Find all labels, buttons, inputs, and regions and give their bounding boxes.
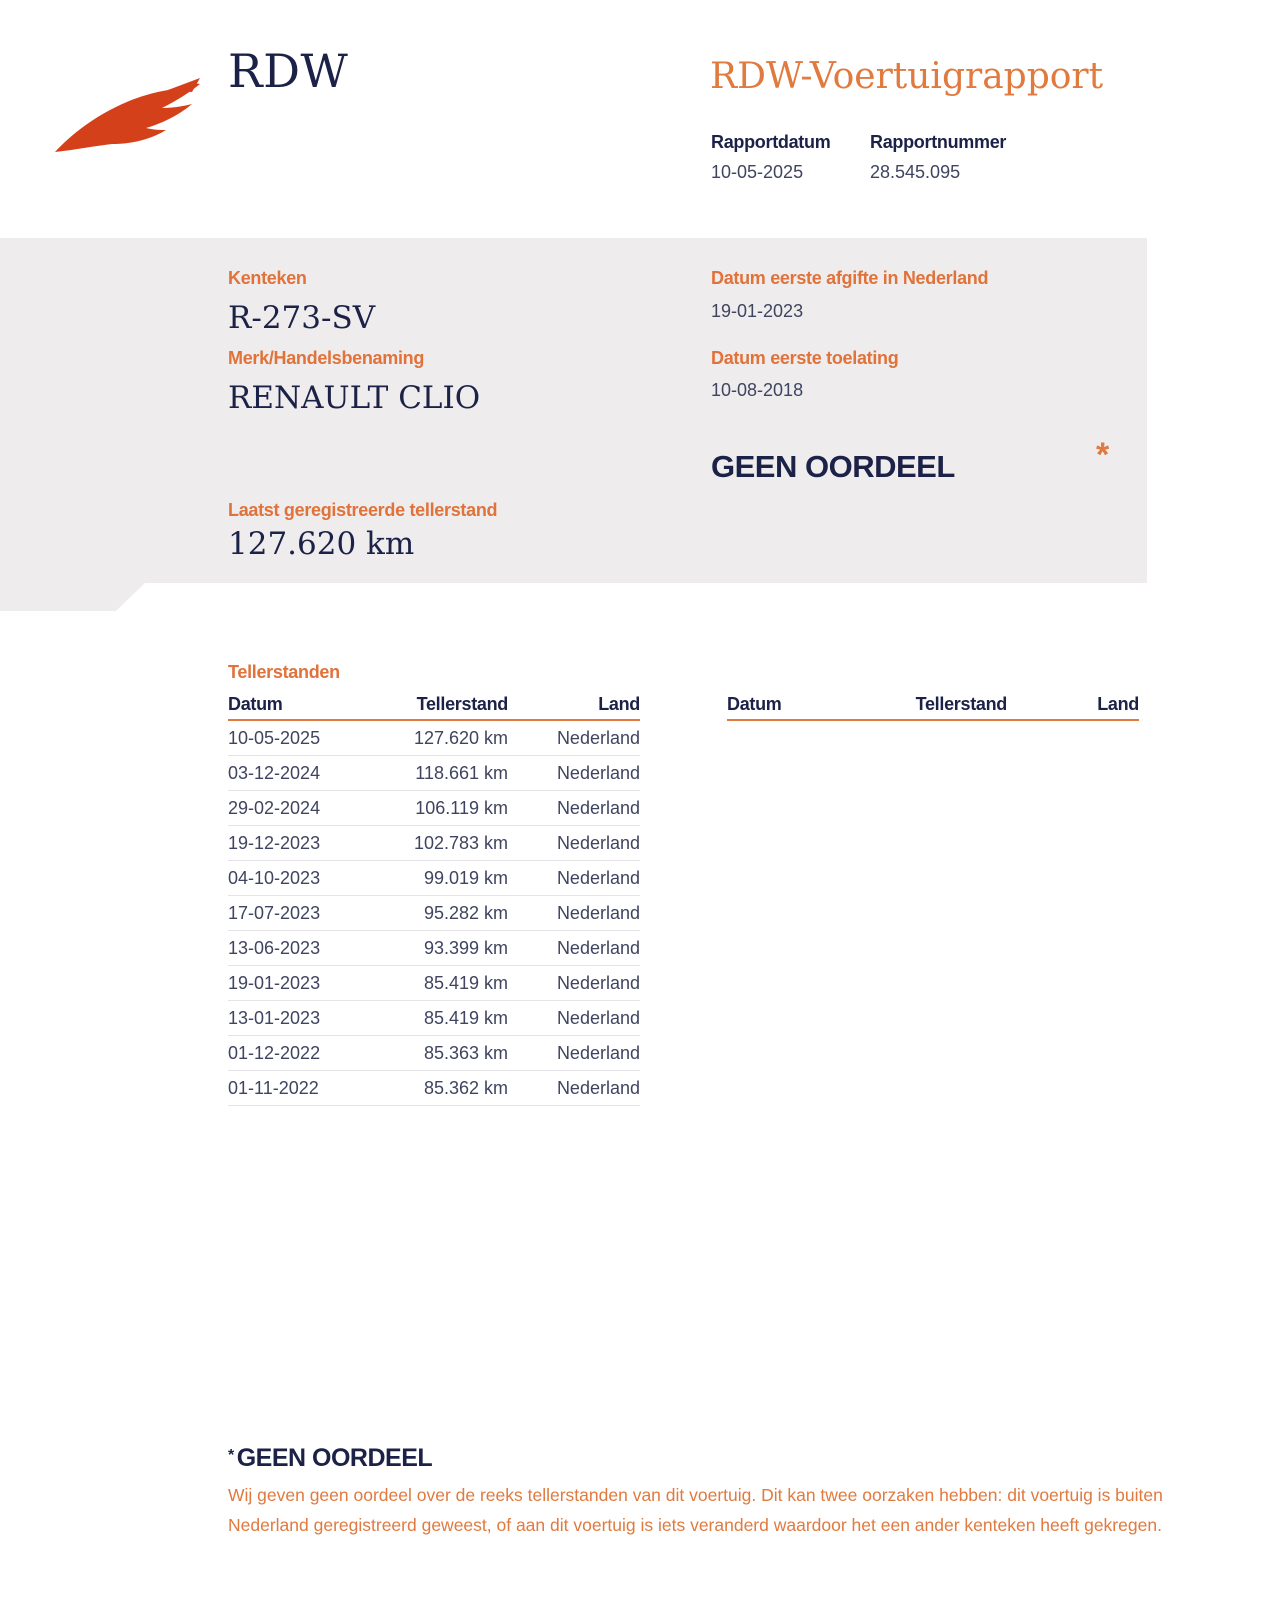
first-admission-value: 10-08-2018 <box>711 380 804 400</box>
table-row <box>228 826 640 861</box>
odometer-reading-cell: 85.419 km <box>378 966 508 1001</box>
footnote-text: Wij geven geen oordeel over de reeks tellerstanden van dit voertuig. Dit kan twee oorzaken hebben: dit voertuig is buiten Nederland geregistreerd geweest, of aan dit voertuig is iets veranderd waardoor het een ander kenteken heeft gekregen. <box>228 1485 1163 1535</box>
footnote-marker: * <box>228 1447 234 1464</box>
table-row <box>228 1071 640 1106</box>
odometer-table-continued <box>727 694 1139 721</box>
report-date-label: Rapportdatum <box>711 132 831 152</box>
brand-name: RDW <box>228 44 349 98</box>
column-header-country: Land <box>1007 694 1139 720</box>
odometer-country-cell: Nederland <box>508 1036 640 1071</box>
odometer-table <box>228 694 640 1106</box>
last-odometer-value: 127.620 km <box>228 526 415 562</box>
odometer-country-cell: Nederland <box>508 756 640 791</box>
odometer-reading-cell: 106.119 km <box>378 791 508 826</box>
odometer-country-cell: Nederland <box>508 826 640 861</box>
odometer-date-cell: 03-12-2024 <box>228 756 378 791</box>
odometer-date-cell: 01-11-2022 <box>228 1071 378 1106</box>
odometer-reading-cell: 118.661 km <box>378 756 508 791</box>
odometer-date-cell: 19-12-2023 <box>228 826 378 861</box>
odometer-country-cell: Nederland <box>508 720 640 756</box>
odometer-date-cell: 29-02-2024 <box>228 791 378 826</box>
table-row <box>228 861 640 896</box>
odometer-reading-cell: 99.019 km <box>378 861 508 896</box>
odometer-reading-cell: 85.363 km <box>378 1036 508 1071</box>
rdw-feather-logo <box>50 70 210 160</box>
odometer-section-title: Tellerstanden <box>228 662 340 682</box>
make-label: Merk/Handelsbenaming <box>228 348 425 368</box>
odometer-country-cell: Nederland <box>508 791 640 826</box>
odometer-reading-cell: 127.620 km <box>378 720 508 756</box>
report-number: 28.545.095 <box>870 162 961 182</box>
first-issue-nl-value: 19-01-2023 <box>711 301 804 321</box>
odometer-date-cell: 13-01-2023 <box>228 1001 378 1036</box>
odometer-reading-cell: 93.399 km <box>378 931 508 966</box>
report-date: 10-05-2025 <box>711 162 804 182</box>
odometer-country-cell: Nederland <box>508 1001 640 1036</box>
table-row <box>228 931 640 966</box>
odometer-reading-cell: 95.282 km <box>378 896 508 931</box>
table-row <box>228 720 640 756</box>
table-row <box>228 791 640 826</box>
odometer-country-cell: Nederland <box>508 1071 640 1106</box>
column-header-date: Datum <box>228 694 378 720</box>
odometer-country-cell: Nederland <box>508 861 640 896</box>
odometer-country-cell: Nederland <box>508 931 640 966</box>
verdict-marker: * <box>1096 436 1110 474</box>
table-row <box>228 1001 640 1036</box>
report-number-label: Rapportnummer <box>870 132 1007 152</box>
odometer-date-cell: 10-05-2025 <box>228 720 378 756</box>
odometer-country-cell: Nederland <box>508 966 640 1001</box>
last-odometer-label: Laatst geregistreerde tellerstand <box>228 500 498 520</box>
first-issue-nl-label: Datum eerste afgifte in Nederland <box>711 268 989 288</box>
odometer-reading-cell: 85.362 km <box>378 1071 508 1106</box>
table-row <box>228 756 640 791</box>
odometer-date-cell: 17-07-2023 <box>228 896 378 931</box>
vehicle-summary-panel <box>0 238 1147 583</box>
column-header-date: Datum <box>727 694 857 720</box>
column-header-country: Land <box>508 694 640 720</box>
table-row <box>228 1036 640 1071</box>
odometer-date-cell: 01-12-2022 <box>228 1036 378 1071</box>
table-row <box>228 966 640 1001</box>
panel-tab-decoration <box>0 583 145 611</box>
table-row <box>228 896 640 931</box>
odometer-reading-cell: 85.419 km <box>378 1001 508 1036</box>
odometer-date-cell: 13-06-2023 <box>228 931 378 966</box>
odometer-reading-cell: 102.783 km <box>378 826 508 861</box>
odometer-date-cell: 19-01-2023 <box>228 966 378 1001</box>
plate-label: Kenteken <box>228 268 307 288</box>
verdict: GEEN OORDEEL <box>711 449 955 484</box>
odometer-date-cell: 04-10-2023 <box>228 861 378 896</box>
footnote-title-text: GEEN OORDEEL <box>236 1444 433 1472</box>
column-header-reading: Tellerstand <box>857 694 1007 720</box>
column-header-reading: Tellerstand <box>378 694 508 720</box>
first-admission-label: Datum eerste toelating <box>711 348 899 368</box>
report-title: RDW-Voertuigrapport <box>710 56 1104 97</box>
footnote-title <box>228 1444 432 1473</box>
plate-value: R-273-SV <box>228 300 376 336</box>
make-value: RENAULT CLIO <box>228 380 481 416</box>
odometer-country-cell: Nederland <box>508 896 640 931</box>
